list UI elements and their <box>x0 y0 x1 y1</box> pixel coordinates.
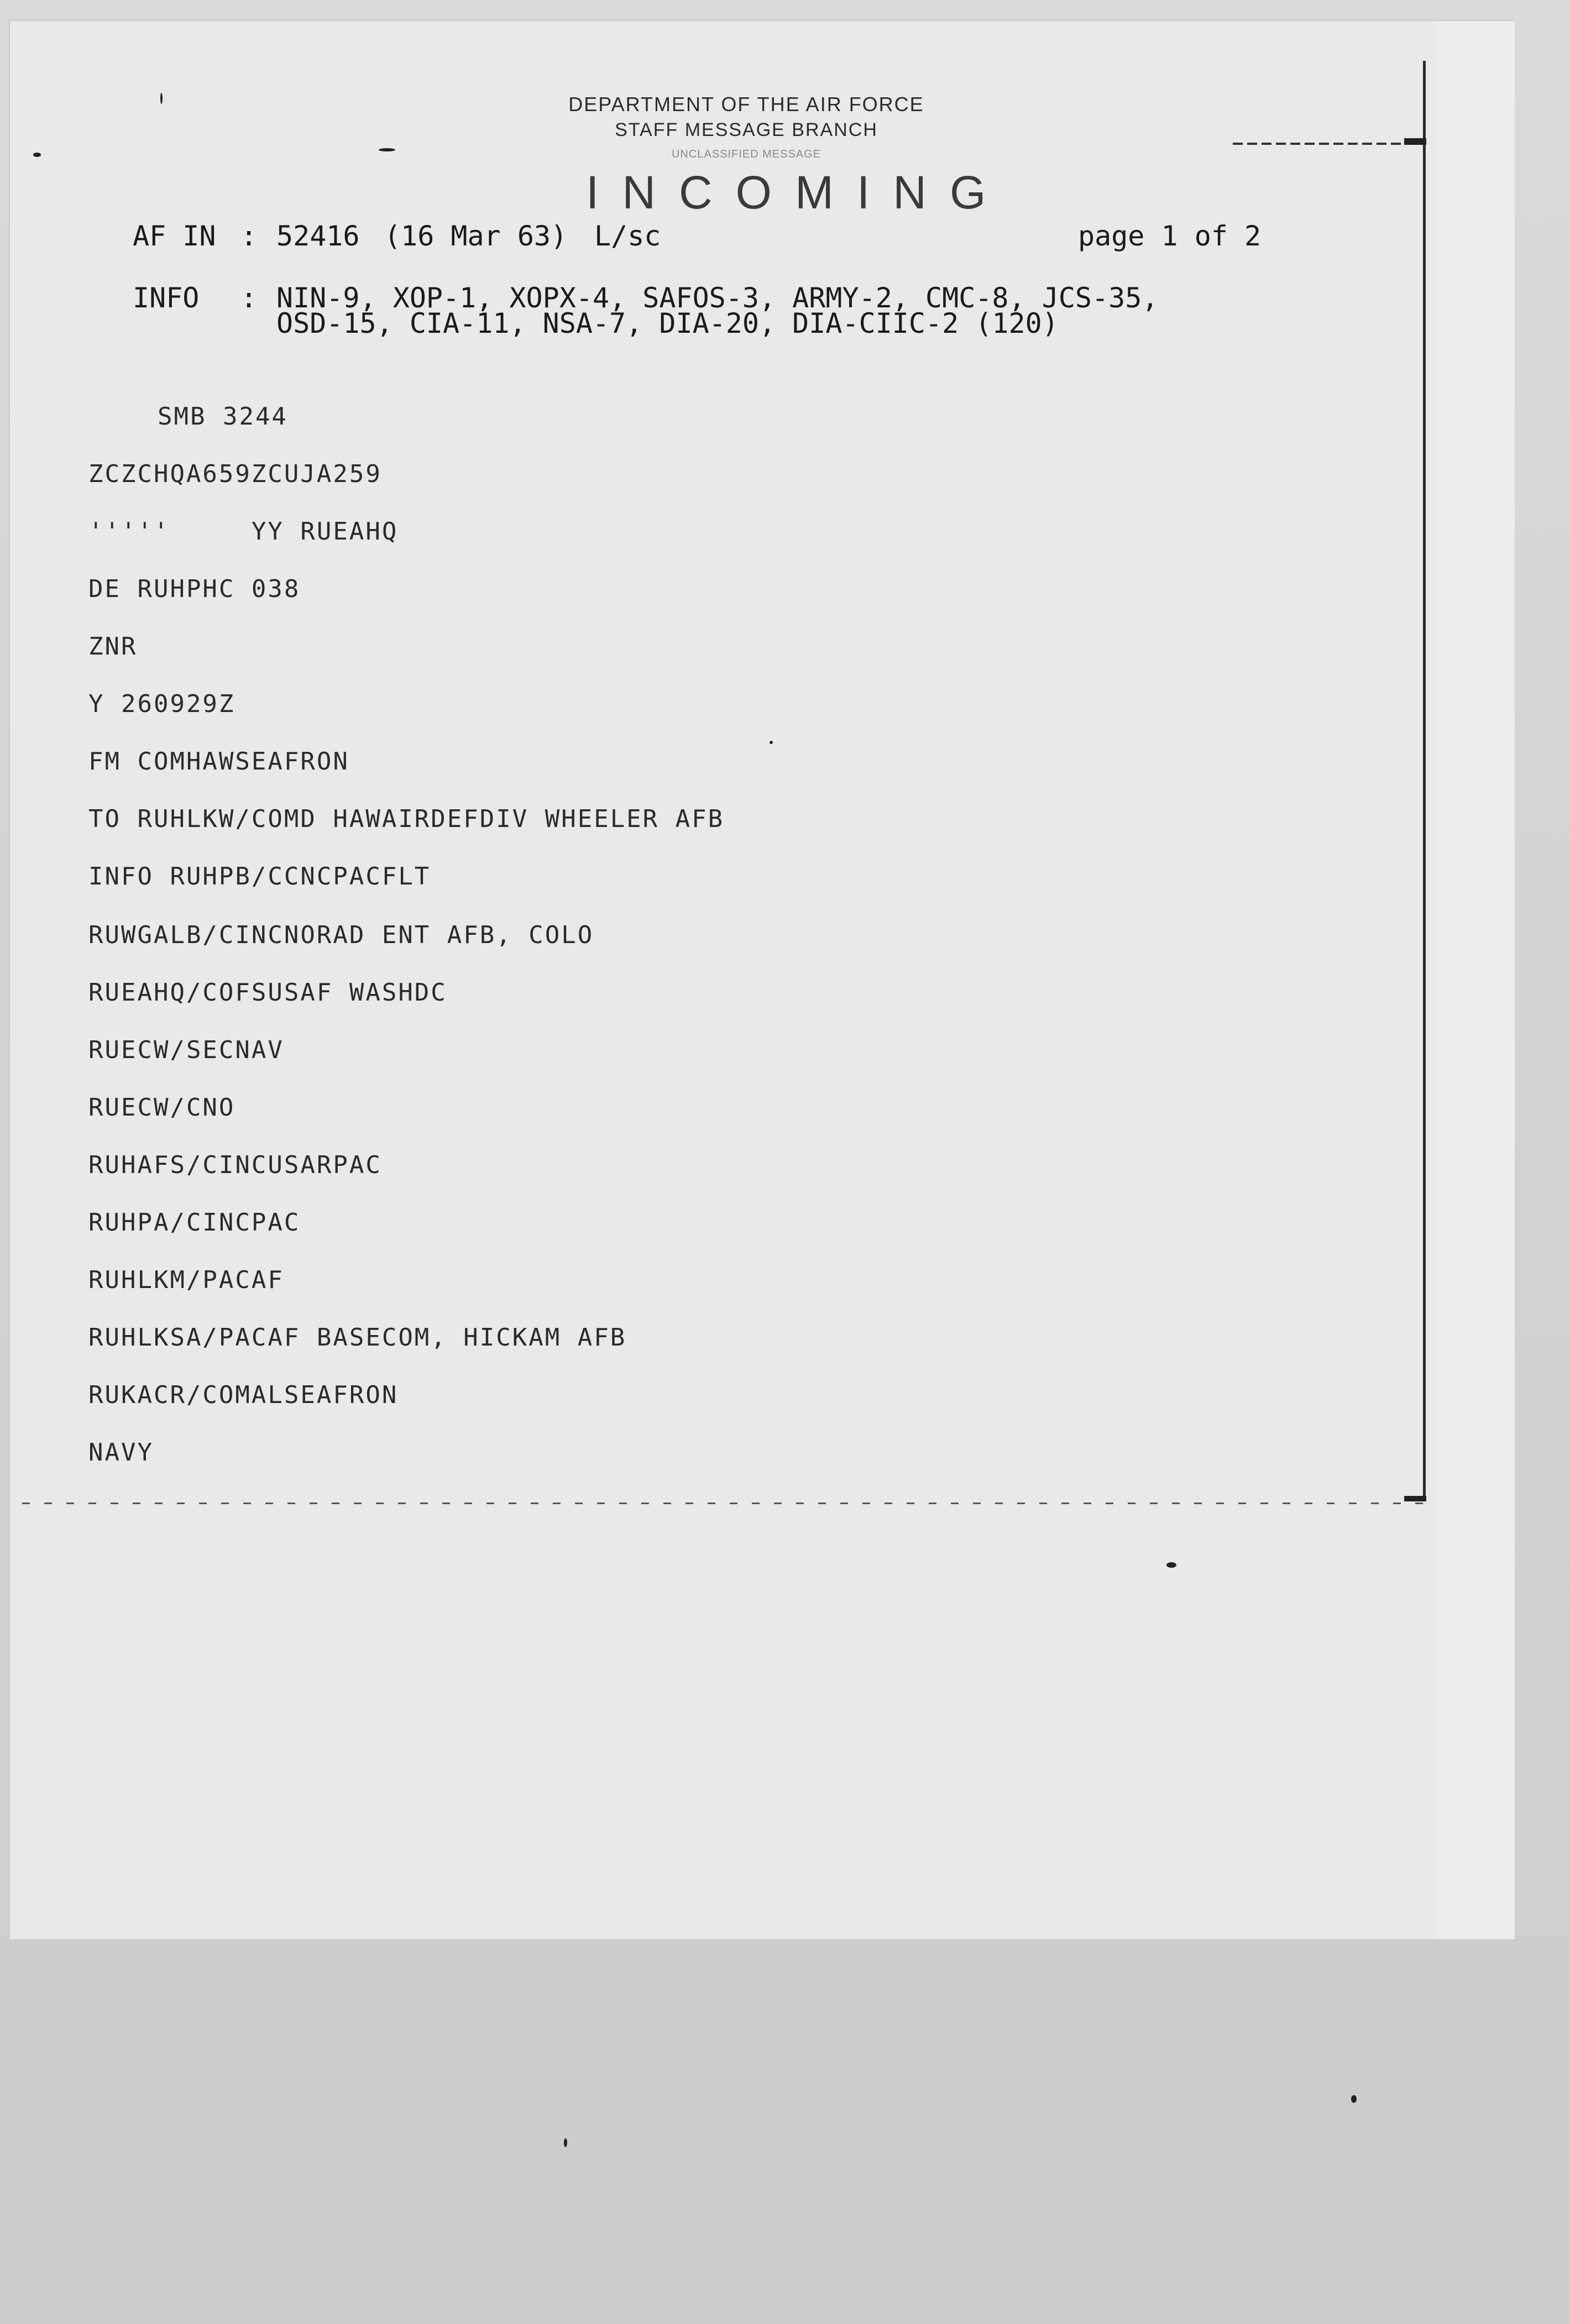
message-line: RUHPA/CINCPAC <box>88 1208 301 1237</box>
message-line: RUKACR/COMALSEAFRON <box>88 1381 399 1409</box>
scan-speck <box>564 2138 567 2147</box>
scan-lower-area <box>0 1935 1570 2324</box>
message-line: NAVY <box>88 1438 154 1467</box>
info-label: INFO <box>133 282 200 314</box>
message-line: RUHLKSA/PACAF BASECOM, HICKAM AFB <box>88 1323 627 1352</box>
classification-marking: UNCLASSIFIED MESSAGE <box>671 148 821 160</box>
branch-heading: STAFF MESSAGE BRANCH <box>615 119 878 140</box>
info-distribution-line-2: OSD-15, CIA-11, NSA-7, DIA-20, DIA-CIIC-2 (120) <box>276 307 1059 339</box>
message-line: RUWGALB/CINCNORAD ENT AFB, COLO <box>88 921 594 949</box>
scan-speck <box>379 148 395 151</box>
paper-right-margin <box>1437 21 1515 1939</box>
message-line: ZNR <box>88 632 138 661</box>
message-line: RUHAFS/CINCUSARPAC <box>88 1151 382 1179</box>
scan-speck <box>1351 2095 1357 2103</box>
message-line: RUECW/CNO <box>88 1093 236 1122</box>
message-line: ''''' YY RUEAHQ <box>88 517 399 546</box>
form-right-border <box>1423 61 1426 1498</box>
message-line: ZCZCHQA659ZCUJA259 <box>88 460 382 488</box>
message-line: RUECW/SECNAV <box>88 1036 284 1064</box>
form-corner-tick <box>1404 138 1426 145</box>
message-line: FM COMHAWSEAFRON <box>88 747 349 776</box>
page-indicator: page 1 of 2 <box>1078 220 1262 252</box>
info-separator: : <box>240 282 258 314</box>
scan-speck <box>1166 1562 1176 1568</box>
form-top-dashed-rule <box>1233 143 1426 145</box>
message-line: RUEAHQ/COFSUSAF WASHDC <box>88 978 447 1007</box>
scan-speck <box>160 93 163 104</box>
message-line: TO RUHLKW/COMD HAWAIRDEFDIV WHEELER AFB <box>88 805 725 833</box>
af-in-separator: : <box>240 220 258 252</box>
af-in-date: (16 Mar 63) <box>384 220 568 252</box>
info-distribution-line-1: NIN-9, XOP-1, XOPX-4, SAFOS-3, ARMY-2, CMC-8, JCS-35, <box>276 282 1159 314</box>
message-line: Y 260929Z <box>88 690 236 718</box>
message-line: RUHLKM/PACAF <box>88 1266 284 1294</box>
message-line: INFO RUHPB/CCNCPACFLT <box>88 862 431 891</box>
af-in-number: 52416 <box>276 220 360 252</box>
department-heading: DEPARTMENT OF THE AIR FORCE <box>568 93 924 116</box>
af-in-initials: L/sc <box>594 220 661 252</box>
scan-speck <box>33 153 41 157</box>
af-in-label: AF IN <box>133 220 216 252</box>
message-line: DE RUHPHC 038 <box>88 575 301 603</box>
scan-speck <box>770 741 773 744</box>
message-line: SMB 3244 <box>158 402 288 431</box>
form-bottom-dashed-rule <box>22 1503 1437 1504</box>
incoming-heading: INCOMING <box>586 166 1009 218</box>
form-corner-tick <box>1404 1496 1426 1501</box>
